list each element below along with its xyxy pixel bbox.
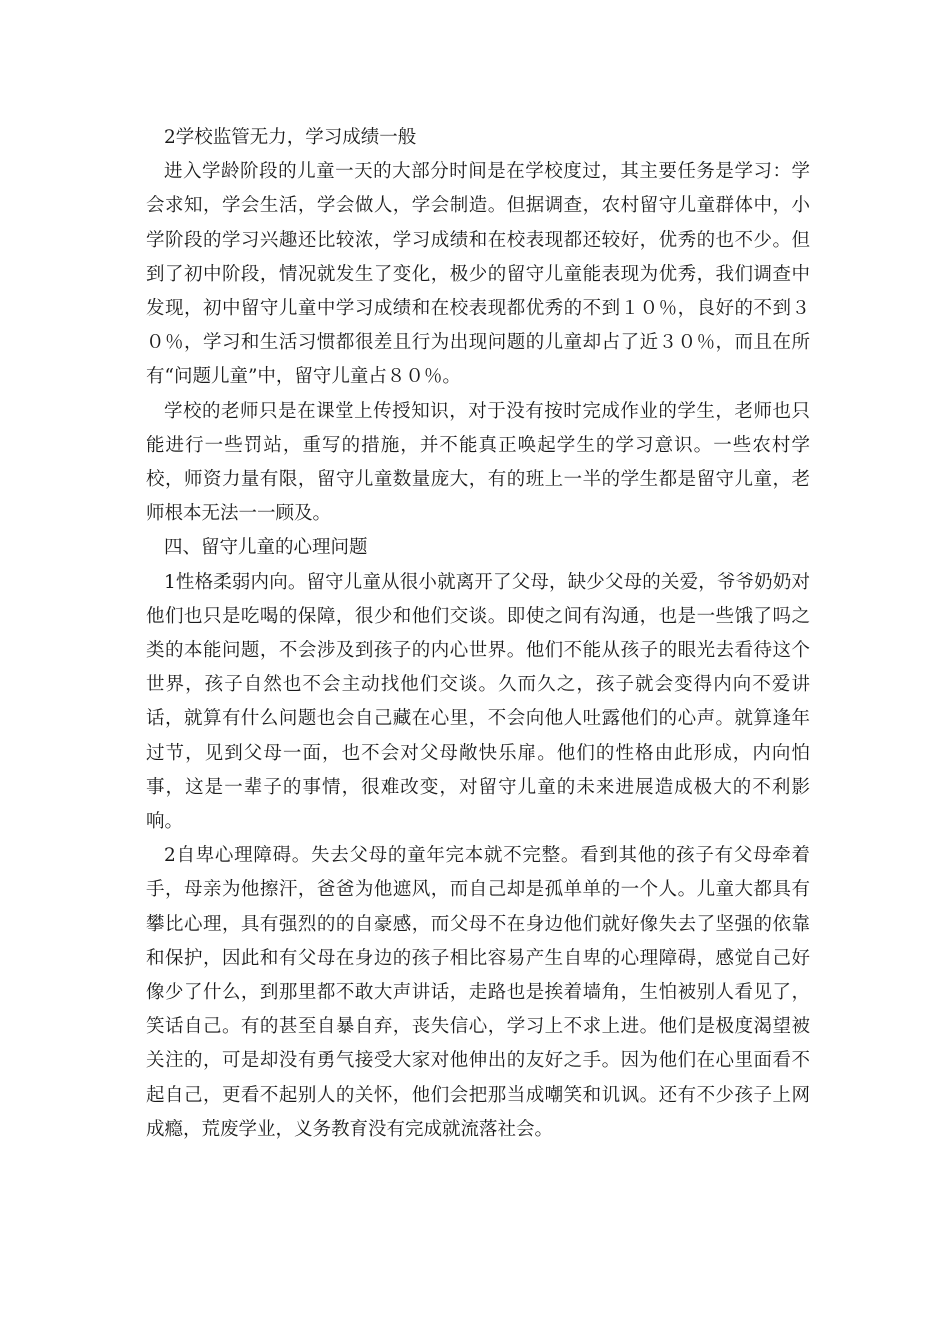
paragraph: 1性格柔弱内向。留守儿童从很小就离开了父母，缺少父母的关爱，爷爷奶奶对他们也只是吃喝的保障，很少和他们交谈。即使之间有沟通，也是一些饿了吗之类的本能问题，不会涉及到孩子的内心世界。他们不能从孩子的眼光去看待这个世界，孩子自然也不会主动找他们交谈。久而久之，孩子就会变得内向不爱讲话，就算有什么问题也会自己藏在心里，不会向他人吐露他们的心声。就算逢年过节，见到父母一面，也不会对父母敞快乐扉。他们的性格由此形成，内向怕事，这是一辈子的事情，很难改变，对留守儿童的未来进展造成极大的不利影响。 — [146, 571, 810, 833]
paragraph: 学校的老师只是在课堂上传授知识，对于没有按时完成作业的学生，老师也只能进行一些罚站，重写的措施，并不能真正唤起学生的学习意识。一些农村学校，师资力量有限，留守儿童数量庞大，有的班上一半的学生都是留守儿童，老师根本无法一一顾及。 — [146, 400, 810, 525]
paragraph: 进入学龄阶段的儿童一天的大部分时间是在学校度过，其主要任务是学习：学会求知，学会生活，学会做人，学会制造。但据调查，农村留守儿童群体中，小学阶段的学习兴趣还比较浓，学习成绩和在校表现都还较好，优秀的也不少。但到了初中阶段，情况就发生了变化，极少的留守儿童能表现为优秀，我们调查中发现，初中留守儿童中学习成绩和在校表现都优秀的不到１０％，良好的不到３０％，学习和生活习惯都很差且行为出现问题的儿童却占了近３０％，而且在所有“问题儿童”中，留守儿童占８０％。 — [146, 161, 810, 388]
paragraph: 2自卑心理障碍。失去父母的童年完本就不完整。看到其他的孩子有父母牵着手，母亲为他擦汗，爸爸为他遮风，而自己却是孤单单的一个人。儿童大都具有攀比心理，具有强烈的的自豪感，而父母不在身边他们就好像失去了坚强的依靠和保护，因此和有父母在身边的孩子相比容易产生自卑的心理障碍，感觉自己好像少了什么，到那里都不敢大声讲话，走路也是挨着墙角，生怕被别人看见了，笑话自己。有的甚至自暴自弃，丧失信心，学习上不求上进。他们是极度渴望被关注的，可是却没有勇气接受大家对他伸出的友好之手。因为他们在心里面看不起自己，更看不起别人的关怀，他们会把那当成嘲笑和讥讽。还有不少孩子上网成瘾，荒废学业，义务教育没有完成就流落社会。 — [146, 845, 810, 1140]
document-body — [146, 121, 810, 1147]
section-heading: 四、留守儿童的心理问题 — [164, 537, 368, 559]
section-heading: 2学校监管无力，学习成绩一般 — [164, 127, 417, 148]
